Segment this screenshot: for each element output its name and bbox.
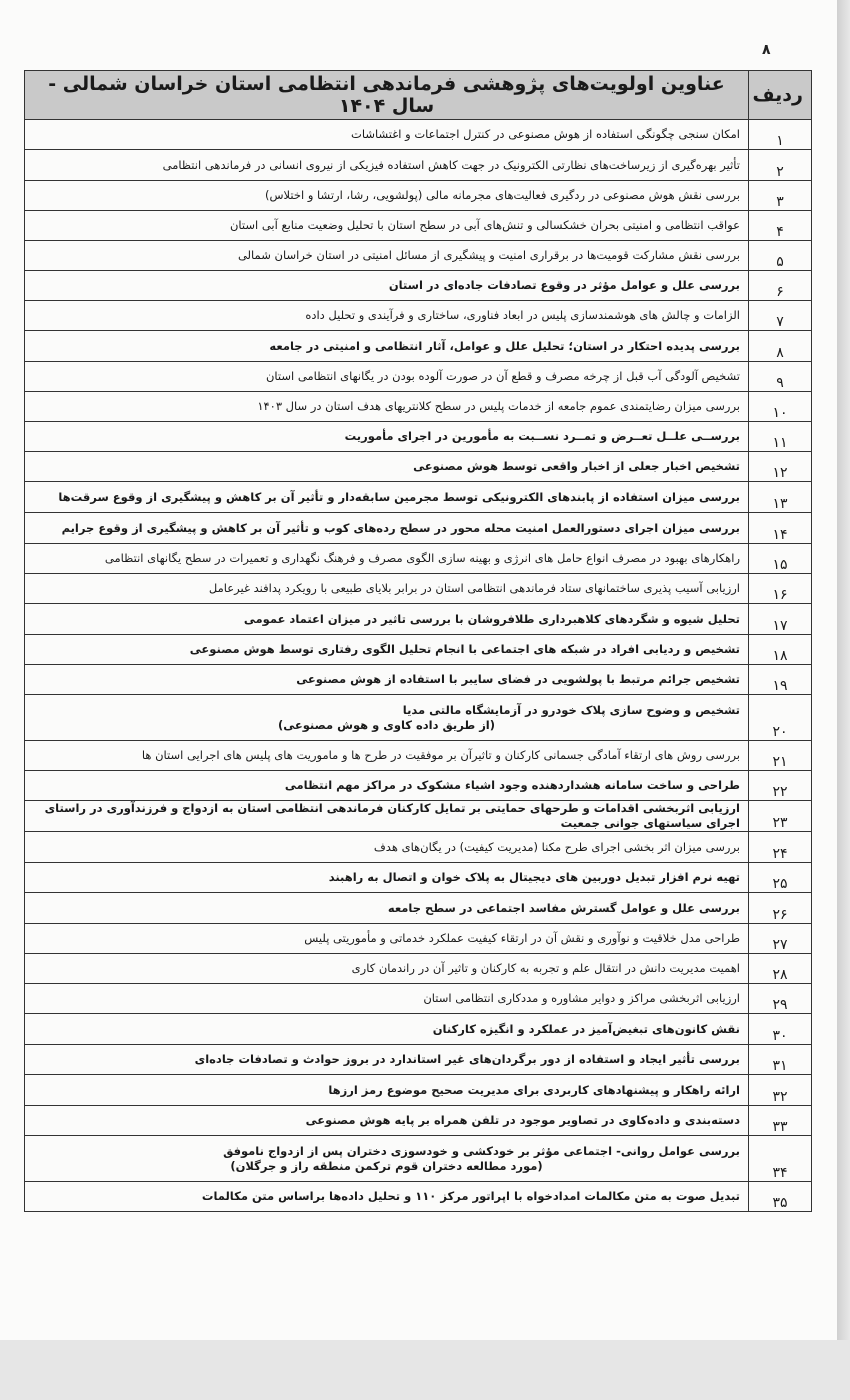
row-title-text: بررســی علــل تعــرض و تمــرد نســبت به مأمورین در اجرای مأموریت bbox=[344, 429, 740, 443]
table-row bbox=[25, 422, 812, 452]
table-row bbox=[25, 1182, 812, 1212]
row-index: ۱۵ bbox=[749, 544, 812, 574]
row-title bbox=[25, 452, 749, 482]
row-index: ۲۴ bbox=[749, 832, 812, 863]
row-index: ۱ bbox=[749, 120, 812, 150]
row-index: ۲۶ bbox=[749, 893, 812, 924]
table-row bbox=[25, 271, 812, 301]
row-title-text: الزامات و چالش های هوشمندسازی پلیس در ابعاد فناوری، ساختاری و فرآیندی و تحلیل داده bbox=[305, 308, 740, 322]
row-title bbox=[25, 331, 749, 362]
row-title-text: تشخیص اخبار جعلی از اخبار واقعی توسط هوش مصنوعی bbox=[413, 459, 740, 473]
row-index: ۹ bbox=[749, 362, 812, 392]
row-title-text: بررسی علل و عوامل مؤثر در وقوع تصادفات جاده‌ای در استان bbox=[388, 278, 740, 292]
table-row bbox=[25, 984, 812, 1014]
table-row bbox=[25, 832, 812, 863]
table-row bbox=[25, 452, 812, 482]
table-row bbox=[25, 1106, 812, 1136]
row-title bbox=[25, 1045, 749, 1075]
row-index: ۱۱ bbox=[749, 422, 812, 452]
row-index: ۲۳ bbox=[749, 801, 812, 832]
row-title bbox=[25, 1136, 749, 1182]
row-title-text: بررسی نقش هوش مصنوعی در ردگیری فعالیت‌های مجرمانه مالی (پولشویی، رشا، ارتشا و اختلاس) bbox=[265, 188, 740, 202]
row-title-text: بررسی روش های ارتقاء آمادگی جسمانی کارکنان و تاثیرآن بر موفقیت در طرح ها و ماموریت های پلیس های اجرایی استان ها bbox=[141, 748, 740, 762]
table-row bbox=[25, 801, 812, 832]
row-title-text: بررسی میزان استفاده از پابندهای الکترونیکی توسط مجرمین سابقه‌دار و تأثیر آن بر کاهش و پیشگیری از وقوع سرقت‌ها bbox=[58, 489, 740, 504]
row-title bbox=[25, 771, 749, 801]
table-row bbox=[25, 392, 812, 422]
table-row bbox=[25, 513, 812, 544]
row-title bbox=[25, 1075, 749, 1106]
row-title bbox=[25, 482, 749, 513]
row-title-text: راهکارهای بهبود در مصرف انواع حامل های انرژی و بهینه سازی الگوی مصرف و فرهنگ نگهداری و تعمیرات در سطح یگانهای انتظامی bbox=[104, 551, 740, 565]
page-number: ۸ bbox=[762, 42, 771, 58]
row-title bbox=[25, 392, 749, 422]
row-index: ۱۲ bbox=[749, 452, 812, 482]
row-index: ۱۳ bbox=[749, 482, 812, 513]
row-title-text: تشخیص و ردیابی افراد در شبکه های اجتماعی با انجام تحلیل الگوی رفتاری توسط هوش مصنوعی bbox=[189, 642, 740, 656]
row-title-text: عواقب انتظامی و امنیتی بحران خشکسالی و تنش‌های آبی در سطح استان با تحلیل وضعیت منابع آبی استان bbox=[229, 218, 740, 232]
scanner-edge bbox=[837, 0, 850, 1340]
row-index: ۳۳ bbox=[749, 1106, 812, 1136]
row-index: ۲۲ bbox=[749, 771, 812, 801]
row-title bbox=[25, 1106, 749, 1136]
row-index: ۲۸ bbox=[749, 954, 812, 984]
row-title bbox=[25, 801, 749, 832]
row-title-text: بررسی علل و عوامل گسترش مفاسد اجتماعی در سطح جامعه bbox=[387, 900, 740, 915]
row-title bbox=[25, 301, 749, 331]
table-header-row bbox=[25, 71, 812, 120]
row-title-text: تشخیص جرائم مرتبط با پولشویی در فضای سایبر با استفاده از هوش مصنوعی bbox=[296, 672, 740, 686]
row-title bbox=[25, 150, 749, 181]
table-row bbox=[25, 695, 812, 741]
row-title bbox=[25, 741, 749, 771]
table-row bbox=[25, 544, 812, 574]
row-title-text: تأثیر بهره‌گیری از زیرساخت‌های نظارتی الکترونیک در جهت کاهش استفاده فیزیکی از نیروی انسانی در فرماندهی انتظامی bbox=[162, 157, 740, 172]
row-index: ۱۸ bbox=[749, 635, 812, 665]
row-title-text: ارزیابی اثربخشی اقدامات و طرحهای حمایتی بر تمایل کارکنان فرماندهی انتظامی استان به ازدواج و فرزندآوری در راستای اجرای سیاستهای جوانی جمعیت bbox=[44, 801, 740, 830]
row-title-subtext: (از طریق داده کاوی و هوش مصنوعی) bbox=[277, 717, 496, 732]
row-title-text: طراحی و ساخت سامانه هشداردهنده وجود اشیاء مشکوک در مراکز مهم انتظامی bbox=[284, 778, 740, 792]
row-index: ۳ bbox=[749, 181, 812, 211]
row-index: ۱۶ bbox=[749, 574, 812, 604]
row-title-text: بررسی میزان اجرای دستورالعمل امنیت محله محور در سطح رده‌های کوب و تأثیر آن بر کاهش و پیشگیری از وقوع جرایم bbox=[61, 520, 740, 535]
row-index: ۵ bbox=[749, 241, 812, 271]
table-row bbox=[25, 954, 812, 984]
table-row bbox=[25, 574, 812, 604]
row-index: ۳۰ bbox=[749, 1014, 812, 1045]
row-title bbox=[25, 574, 749, 604]
row-title bbox=[25, 924, 749, 954]
row-index: ۷ bbox=[749, 301, 812, 331]
row-title-text: تهیه نرم افزار تبدیل دوربین های دیجیتال به پلاک خوان و اتصال به راهبند bbox=[328, 870, 740, 884]
table-row bbox=[25, 120, 812, 150]
row-index: ۱۷ bbox=[749, 604, 812, 635]
row-title-text: بررسی تأثیر ایجاد و استفاده از دور برگردان‌های غیر استاندارد در بروز حوادث و تصادفات جاده‌ای bbox=[194, 1052, 740, 1066]
row-title bbox=[25, 1014, 749, 1045]
table-row bbox=[25, 863, 812, 893]
row-title bbox=[25, 544, 749, 574]
row-title bbox=[25, 513, 749, 544]
row-title-text: بررسی میزان رضایتمندی عموم جامعه از خدمات پلیس در سطح کلانتریهای هدف استان در سال ۱۴۰۳ bbox=[257, 399, 740, 413]
row-title-text: امکان سنجی چگونگی استفاده از هوش مصنوعی در کنترل اجتماعات و اغتشاشات bbox=[351, 127, 740, 141]
row-title bbox=[25, 635, 749, 665]
row-title bbox=[25, 893, 749, 924]
row-index: ۲۹ bbox=[749, 984, 812, 1014]
row-title bbox=[25, 863, 749, 893]
table-row bbox=[25, 150, 812, 181]
research-priorities-table bbox=[24, 70, 812, 1212]
row-index: ۶ bbox=[749, 271, 812, 301]
row-index: ۲۱ bbox=[749, 741, 812, 771]
row-index: ۳۴ bbox=[749, 1136, 812, 1182]
row-title-text: بررسی میزان اثر بخشی اجرای طرح مکنا (مدیریت کیفیت) در یگان‌های هدف bbox=[373, 839, 740, 854]
row-index: ۳۱ bbox=[749, 1045, 812, 1075]
row-title-text: بررسی عوامل روانی- اجتماعی مؤثر بر خودکشی و خودسوزی دختران پس از ازدواج ناموفق bbox=[223, 1143, 740, 1158]
row-title-text: اهمیت مدیریت دانش در انتقال علم و تجربه به کارکنان و تاثیر آن در راندمان کاری bbox=[351, 961, 740, 975]
row-title bbox=[25, 832, 749, 863]
table-row bbox=[25, 635, 812, 665]
row-index: ۸ bbox=[749, 331, 812, 362]
row-title bbox=[25, 181, 749, 211]
row-title bbox=[25, 241, 749, 271]
table-row bbox=[25, 1014, 812, 1045]
table-row bbox=[25, 1075, 812, 1106]
table-row bbox=[25, 1045, 812, 1075]
table-row bbox=[25, 362, 812, 392]
row-title bbox=[25, 362, 749, 392]
row-title-text: ارزیابی اثربخشی مراکز و دوایر مشاوره و مددکاری انتظامی استان bbox=[423, 991, 740, 1005]
row-title-text: بررسی پدیده احتکار در استان؛ تحلیل علل و عوامل، آثار انتظامی و امنیتی در جامعه bbox=[269, 338, 740, 353]
table-row bbox=[25, 1136, 812, 1182]
row-index: ۲۵ bbox=[749, 863, 812, 893]
row-index: ۴ bbox=[749, 211, 812, 241]
table-row bbox=[25, 482, 812, 513]
row-title-text: تبدیل صوت به متن مکالمات امدادخواه با اپراتور مرکز ۱۱۰ و تحلیل داده‌ها براساس متن مکالمات bbox=[201, 1189, 740, 1203]
table-row bbox=[25, 665, 812, 695]
row-index: ۲ bbox=[749, 150, 812, 181]
table-row bbox=[25, 924, 812, 954]
table-row bbox=[25, 241, 812, 271]
row-index: ۱۴ bbox=[749, 513, 812, 544]
table-row bbox=[25, 331, 812, 362]
row-title-text: نقش کانون‌های تبغیض‌آمیز در عملکرد و انگیزه کارکنان bbox=[432, 1021, 740, 1036]
header-index: ردیف bbox=[749, 71, 812, 120]
row-index: ۲۰ bbox=[749, 695, 812, 741]
row-title-subtext: (مورد مطالعه دختران قوم ترکمن منطقه راز و جرگلان) bbox=[230, 1158, 543, 1173]
row-title bbox=[25, 984, 749, 1014]
table-row bbox=[25, 604, 812, 635]
row-title bbox=[25, 954, 749, 984]
row-title bbox=[25, 604, 749, 635]
table-row bbox=[25, 893, 812, 924]
table-row bbox=[25, 211, 812, 241]
table-row bbox=[25, 771, 812, 801]
row-title-text: بررسی نقش مشارکت قومیت‌ها در برقراری امنیت و پیشگیری از مسائل امنیتی در استان خراسان شمالی bbox=[237, 248, 740, 262]
row-title-text: تشخیص و وضوح سازی پلاک خودرو در آزمایشگاه مالتی مدیا bbox=[402, 702, 740, 717]
row-index: ۱۰ bbox=[749, 392, 812, 422]
row-title bbox=[25, 1182, 749, 1212]
row-index: ۲۷ bbox=[749, 924, 812, 954]
row-title bbox=[25, 422, 749, 452]
table-row bbox=[25, 181, 812, 211]
row-index: ۱۹ bbox=[749, 665, 812, 695]
row-title-text: ارائه راهکار و پیشنهادهای کاربردی برای مدیریت صحیح موضوع رمز ارزها bbox=[328, 1082, 740, 1097]
row-title-text: طراحی مدل خلاقیت و نوآوری و نقش آن در ارتقاء کیفیت عملکرد خدماتی و مأموریتی پلیس bbox=[304, 931, 740, 945]
row-title bbox=[25, 665, 749, 695]
row-title-text: دسته‌بندی و داده‌کاوی در تصاویر موجود در تلفن همراه بر پایه هوش مصنوعی bbox=[305, 1113, 740, 1127]
table-row bbox=[25, 301, 812, 331]
row-index: ۳۲ bbox=[749, 1075, 812, 1106]
table-row bbox=[25, 741, 812, 771]
row-title bbox=[25, 120, 749, 150]
header-title: عناوین اولویت‌های پژوهشی فرماندهی انتظامی استان خراسان شمالی - سال ۱۴۰۴ bbox=[25, 71, 749, 120]
row-index: ۳۵ bbox=[749, 1182, 812, 1212]
row-title bbox=[25, 271, 749, 301]
row-title bbox=[25, 695, 749, 741]
row-title-text: ارزیابی آسیب پذیری ساختمانهای ستاد فرماندهی انتظامی استان در برابر بلایای طبیعی با رویکرد پدافند غیرعامل bbox=[208, 581, 740, 595]
row-title-text: تشخیص آلودگی آب قبل از چرخه مصرف و قطع آن در صورت آلوده بودن در یگانهای انتظامی استان bbox=[265, 369, 740, 383]
row-title bbox=[25, 211, 749, 241]
row-title-text: تحلیل شیوه و شگردهای کلاهبرداری طلافروشان با بررسی تاثیر در میزان اعتماد عمومی bbox=[243, 611, 740, 626]
